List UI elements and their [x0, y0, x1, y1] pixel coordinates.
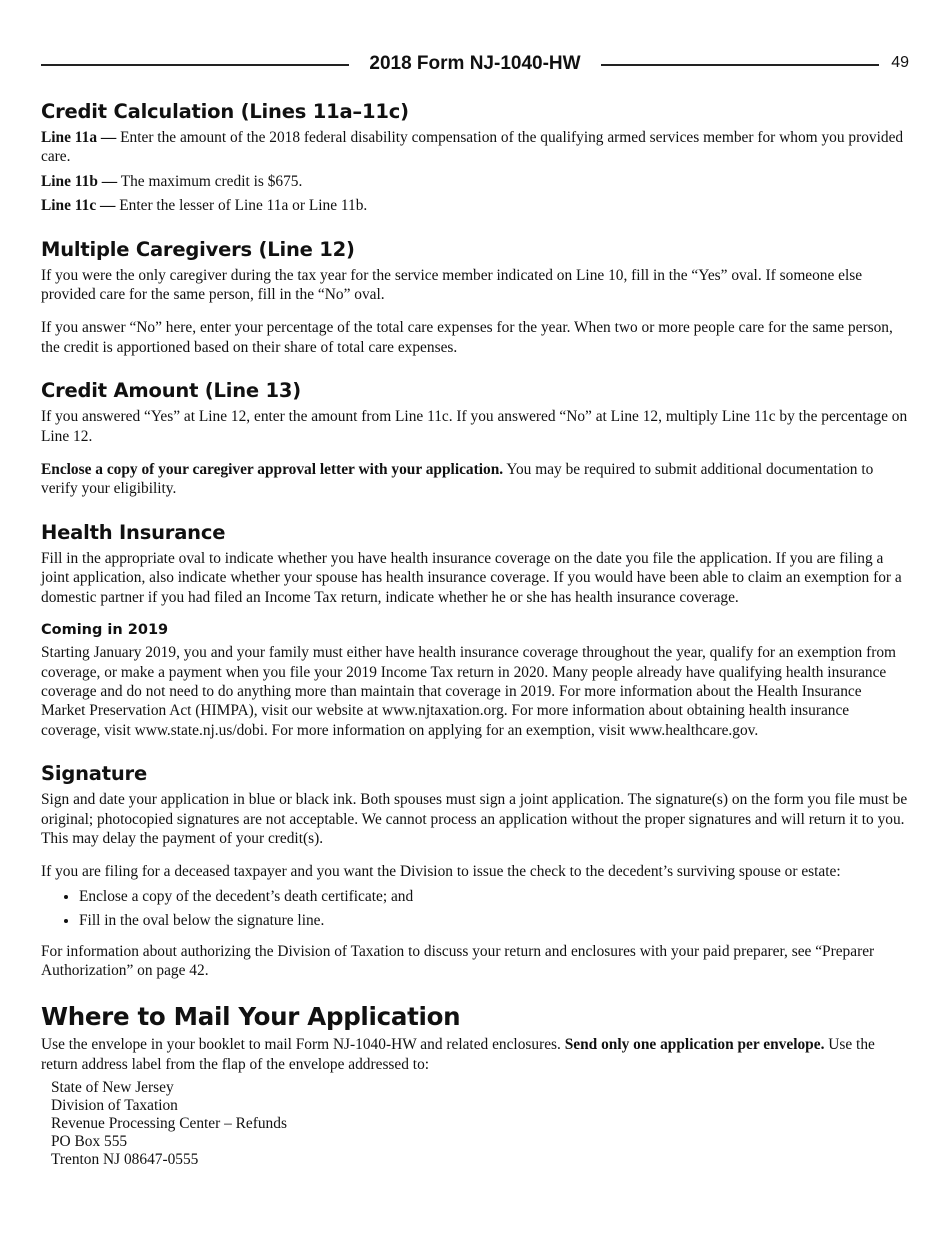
- address-line: Division of Taxation: [51, 1097, 178, 1115]
- heading-multiple-caregivers: Multiple Caregivers (Line 12): [41, 237, 355, 261]
- heading-signature: Signature: [41, 762, 147, 786]
- deceased-taxpayer-list: [41, 887, 909, 931]
- signature-p2: If you are filing for a deceased taxpayer and you want the Division to issue the check to the decedent’s surviving spouse or estate:: [41, 863, 841, 881]
- list-item: • Enclose a copy of the decedent’s death certificate; and: [79, 887, 909, 906]
- line-11c-paragraph: [41, 196, 909, 215]
- section-multiple-caregivers: [41, 238, 909, 358]
- header-rule-left: [41, 64, 349, 66]
- credit-amount-p1: If you answered “Yes” at Line 12, enter the amount from Line 11c. If you answered “No” at Line 12, multiply Line 11c by the percentage on Line 12.: [41, 408, 908, 445]
- mail-p1-b: Use the return address label from the flap of the envelope addressed to:: [41, 1036, 875, 1073]
- mailing-address: [41, 1079, 909, 1169]
- line-11a-label: Line 11a —: [41, 129, 117, 146]
- heading-credit-amount: Credit Amount (Line 13): [41, 379, 301, 403]
- health-insurance-p2: Starting January 2019, you and your family must either have health insurance coverage throughout the year, qualify for an exemption from coverage, or make a payment when you file your 2019 Income Tax return in 2020. Many people already have qualifying health insurance coverage and do not need to do anything more than maintain that coverage in 2019. For more information about the Health Insurance Market Preservation Act (HIMPA), visit our website at www.njtaxation.org. For more information about obtaining health insurance coverage, visit www.state.nj.us/dobi. For more information on applying for an exemption, visit www.healthcare.gov.: [41, 644, 897, 739]
- multiple-caregivers-p2: If you answer “No” here, enter your percentage of the total care expenses for the year. When two or more people care for the same person, the credit is apportioned based on their share of total care expenses.: [41, 319, 893, 356]
- section-credit-amount: [41, 379, 909, 499]
- section-health-insurance: [41, 521, 909, 740]
- credit-amount-p2: [41, 460, 909, 499]
- address-line: Trenton NJ 08647-0555: [51, 1151, 199, 1169]
- list-item: • Fill in the oval below the signature line.: [79, 911, 909, 930]
- signature-p3: For information about authorizing the Division of Taxation to discuss your return and enclosures with your paid preparer, see “Preparer Authorization” on page 42.: [41, 942, 875, 979]
- form-title: 2018 Form NJ-1040-HW: [369, 53, 581, 74]
- line-11c-text: Enter the lesser of Line 11a or Line 11b.: [115, 197, 368, 215]
- line-11a-text: Enter the amount of the 2018 federal disability compensation of the qualifying armed services member for whom you provided care.: [41, 129, 904, 166]
- page-number: 49: [891, 54, 909, 71]
- line-11c-label: Line 11c —: [41, 197, 116, 215]
- address-line: Revenue Processing Center – Refunds: [51, 1115, 287, 1133]
- enclose-letter-note: Enclose a copy of your caregiver approval letter with your application.: [41, 461, 504, 479]
- heading-credit-calculation: Credit Calculation (Lines 11a–11c): [41, 100, 409, 123]
- page-content: [41, 100, 909, 1169]
- page-header: [41, 52, 909, 78]
- address-line: State of New Jersey: [51, 1079, 174, 1097]
- multiple-caregivers-p1: If you were the only caregiver during the tax year for the service member indicated on Line 10, fill in the “Yes” oval. If someone else provided care for the same person, fill in the “No” oval.: [41, 266, 863, 304]
- heading-where-to-mail: Where to Mail Your Application: [41, 1002, 461, 1032]
- one-application-note: Send only one application per envelope.: [564, 1036, 825, 1054]
- mail-p1: [41, 1035, 909, 1074]
- line-11b-paragraph: [41, 172, 909, 191]
- heading-health-insurance: Health Insurance: [41, 520, 226, 544]
- line-11a-paragraph: [41, 128, 909, 167]
- signature-p1: Sign and date your application in blue or black ink. Both spouses must sign a joint application. The signature(s) on the form you file must be original; photocopied signatures are not acceptable. We cannot process an application without the proper signatures and will return it to you. This may delay the payment of your credit(s).: [41, 791, 908, 847]
- subheading-coming-2019: Coming in 2019: [41, 622, 169, 639]
- line-11b-label: Line 11b —: [41, 172, 118, 190]
- section-signature: [41, 762, 909, 980]
- health-insurance-p1: Fill in the appropriate oval to indicate whether you have health insurance coverage on the date you file the application. If you are filing a joint application, also indicate whether your spouse has health insurance coverage. If you would have been able to claim an exemption for a domestic partner if you had filed an Income Tax return, indicate whether he or she has health insurance coverage.: [41, 549, 902, 606]
- section-credit-calculation: [41, 100, 909, 216]
- line-11b-text: The maximum credit is $675.: [117, 172, 303, 190]
- credit-amount-p2-rest: You may be required to submit additional documentation to verify your eligibility.: [41, 461, 874, 498]
- header-rule-right: [601, 64, 879, 66]
- section-where-to-mail: [41, 1002, 909, 1169]
- address-line: PO Box 555: [51, 1133, 128, 1151]
- mail-p1-a: Use the envelope in your booklet to mail Form NJ-1040-HW and related enclosures.: [41, 1036, 565, 1054]
